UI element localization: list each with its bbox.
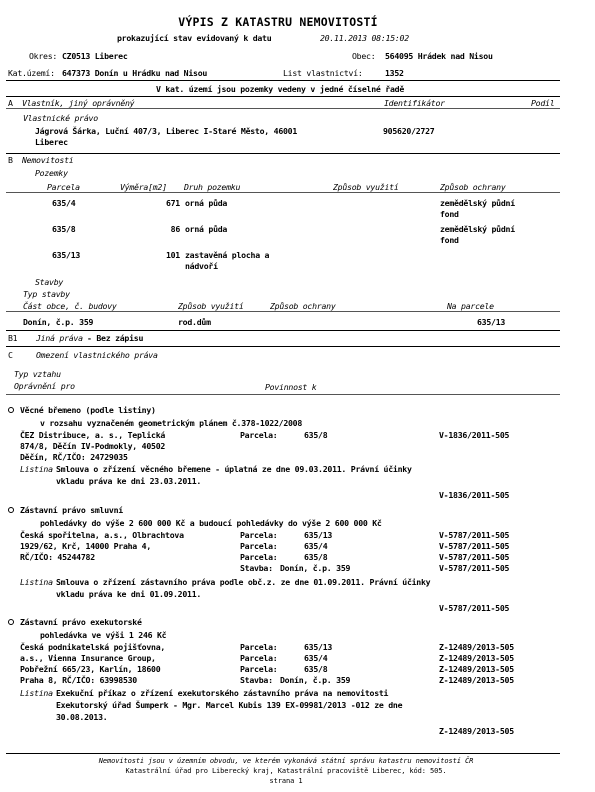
entry-party: a.s., Vienna Insurance Group, [20,653,156,663]
listina-text: 30.08.2013. [56,712,108,722]
divider [6,192,560,193]
pozemek-vymera: 86 [170,224,180,234]
col-cast-obce: Část obce, č. budovy [23,301,117,311]
pozemek-ochrana-2: fond [440,235,459,245]
entry-party: 1929/62, Krč, 14000 Praha 4, [20,541,152,551]
pozemek-parcela: 635/4 [52,198,76,208]
obec-value: 564095 Hrádek nad Nisou [385,51,493,61]
listina-text: Smlouva o zřízení věcného břemene - úplatná ze dne 09.03.2011. Právní účinky [56,464,412,474]
subtitle-prefix: prokazující stav evidovaný k datu [117,33,272,43]
pozemek-ochrana: zemědělský půdní [440,198,515,208]
section-a-letter: A [8,98,13,108]
entry-parcel-value: 635/8 [304,552,328,562]
entry-parcel-label: Parcela: [240,642,278,652]
divider [6,96,560,97]
entry-parcel-ref: V-5787/2011-505 [439,541,510,551]
subtitle-date: 20.11.2013 08:15:02 [320,33,409,43]
owner-city: Liberec [35,137,68,147]
entry-stavba-value: Donín, č.p. 359 [280,675,351,685]
katuzemi-label: Kat.území: [8,68,55,78]
col-druh: Druh pozemku [184,182,241,192]
divider [6,108,560,109]
section-b1-status: - Bez zápisu [87,333,144,343]
col-identifikator: Identifikátor [384,98,445,108]
entry-title: Věcné břemeno (podle listiny) [20,405,156,415]
entry-stavba-ref: V-5787/2011-505 [439,563,510,573]
col-na-parcele: Na parcele [447,301,494,311]
entry-party: ČEZ Distribuce, a. s., Teplická [20,430,166,440]
col-opravneni-pro: Oprávnění pro [14,381,75,391]
listina-label: Listina [20,577,53,587]
lv-value: 1352 [385,68,404,78]
pozemek-vymera: 671 [165,198,180,208]
entry-parcel-ref: Z-12489/2013-505 [439,642,514,652]
section-b1-heading: Jiná práva [36,333,83,343]
entry-parcel-value: 635/13 [304,530,333,540]
pozemek-druh-2: nádvoří [185,261,218,271]
pozemek-ochrana-2: fond [440,209,459,219]
entry-party: RČ/IČO: 45244782 [20,552,95,562]
section-b1-letter: B1 [8,333,18,343]
okres-label: Okres: [29,51,58,61]
listina-text: vkladu práva ke dni 01.09.2011. [56,589,202,599]
divider [6,394,560,395]
col-stavby-ochrana: Způsob ochrany [270,301,336,311]
lv-label: List vlastnictví: [283,68,363,78]
pozemky-heading: Pozemky [35,168,68,178]
col-zpusob-ochrany: Způsob ochrany [440,182,506,192]
stavba-cast-obce: Donín, č.p. 359 [23,317,94,327]
entry-parcel-label: Parcela: [240,530,278,540]
entry-party: Česká spořitelna, a.s., Olbrachtova [20,530,184,540]
listina-text: vkladu práva ke dni 23.03.2011. [56,476,202,486]
entry-party: Česká podnikatelská pojišťovna, [20,642,166,652]
col-povinnost-k: Povinnost k [265,382,317,392]
col-zpusob-vyuziti: Způsob využití [333,182,399,192]
listina-text: Exekutorský úřad Šumperk - Mgr. Marcel Kubis 139 EX-09981/2013 -012 ze dne [56,700,403,710]
bullet-icon [8,507,14,513]
listina-text: Exekuční příkaz o zřízení exekutorského zástavního práva na nemovitosti [56,688,389,698]
entry-parcel-ref: V-5787/2011-505 [439,552,510,562]
listina-label: Listina [20,688,53,698]
entry-parcel-ref: V-5787/2011-505 [439,530,510,540]
divider [6,330,560,331]
entry-parcel-value: 635/4 [304,541,328,551]
entry-parcel-label: Parcela: [240,430,278,440]
pozemek-druh: orná půda [185,198,228,208]
entry-parcel-ref: Z-12489/2013-505 [439,653,514,663]
entry-stavba-value: Donín, č.p. 359 [280,563,351,573]
pozemek-ochrana: zemědělský půdní [440,224,515,234]
section-a-heading: Vlastník, jiný oprávněný [22,98,135,108]
col-typ-vztahu: Typ vztahu [14,369,61,379]
pozemek-vymera: 101 [165,250,180,260]
entry-party: Praha 8, RČ/IČO: 63998530 [20,675,137,685]
page-number: strana 1 [269,777,303,785]
section-b-letter: B [8,155,13,165]
entry-parcel-label: Parcela: [240,552,278,562]
listina-ref: V-5787/2011-505 [439,603,510,613]
entry-subtitle: pohledávka ve výši 1 246 Kč [40,630,167,640]
col-stavby-vyuziti: Způsob využití [178,301,244,311]
divider [6,153,560,154]
col-vymera: Výměra[m2] [120,182,167,192]
katuzemi-note: V kat. území jsou pozemky vedeny v jedné číselné řadě [155,84,405,94]
stavby-heading: Stavby [35,277,64,287]
col-podil: Podíl [531,98,555,108]
pozemek-druh: zastavěná plocha a [185,250,270,260]
entry-parcel-value: 635/4 [304,653,328,663]
bullet-icon [8,407,14,413]
divider [6,346,560,347]
entry-parcel-value: 635/8 [304,430,328,440]
pozemek-parcela: 635/13 [52,250,81,260]
entry-subtitle: pohledávky do výše 2 600 000 Kč a budoucí pohledávky do výše 2 600 000 Kč [40,518,382,528]
listina-ref: Z-12489/2013-505 [439,726,514,736]
col-parcela: Parcela [47,182,80,192]
pozemek-druh: orná půda [185,224,228,234]
typ-stavby-heading: Typ stavby [23,289,70,299]
footer-note: Nemovitosti jsou v územním obvodu, ve kterém vykonává státní správu katastru nemovitostí ČR [98,757,474,765]
stavba-parcela: 635/13 [477,317,506,327]
bullet-icon [8,619,14,625]
entry-parcel-value: 635/13 [304,642,333,652]
page-title: VÝPIS Z KATASTRU NEMOVITOSTÍ [178,15,378,29]
owner-name-address: Jágrová Šárka, Luční 407/3, Liberec I-Staré Město, 46001 [35,126,298,136]
footer-divider [6,753,560,754]
entry-party: Pobřežní 665/23, Karlín, 18600 [20,664,161,674]
divider [6,80,560,81]
entry-stavba-label: Stavba: [240,675,273,685]
listina-text: Smlouva o zřízení zástavního práva podle obč.z. ze dne 01.09.2011. Právní účinky [56,577,431,587]
entry-parcel-label: Parcela: [240,653,278,663]
entry-parcel-label: Parcela: [240,541,278,551]
okres-value: CZ0513 Liberec [62,51,128,61]
entry-parcel-ref: Z-12489/2013-505 [439,664,514,674]
entry-subtitle: v rozsahu vyznačeném geometrickým plánem č.378-1022/2008 [40,418,303,428]
entry-title: Zástavní právo exekutorské [20,617,142,627]
footer-office: Katastrální úřad pro Liberecký kraj, Katastrální pracoviště Liberec, kód: 505. [125,767,447,775]
entry-party: 874/8, Děčín IV-Podmokly, 40502 [20,441,166,451]
entry-parcel-ref: V-1836/2011-505 [439,430,510,440]
vlastnicke-pravo-heading: Vlastnické právo [23,113,98,123]
owner-identifier: 905620/2727 [383,126,435,136]
entry-stavba-ref: Z-12489/2013-505 [439,675,514,685]
section-b-heading: Nemovitosti [22,155,74,165]
section-c-heading: Omezení vlastnického práva [36,350,158,360]
entry-parcel-label: Parcela: [240,664,278,674]
listina-ref: V-1836/2011-505 [439,490,510,500]
section-c-letter: C [8,350,13,360]
stavba-vyuziti: rod.dům [178,317,211,327]
listina-label: Listina [20,464,53,474]
entry-stavba-label: Stavba: [240,563,273,573]
obec-label: Obec: [352,51,376,61]
divider [6,311,560,312]
entry-parcel-value: 635/8 [304,664,328,674]
entry-party: Děčín, RČ/IČO: 24729035 [20,452,128,462]
entry-title: Zástavní právo smluvní [20,505,123,515]
pozemek-parcela: 635/8 [52,224,76,234]
katuzemi-value: 647373 Donín u Hrádku nad Nisou [62,68,208,78]
